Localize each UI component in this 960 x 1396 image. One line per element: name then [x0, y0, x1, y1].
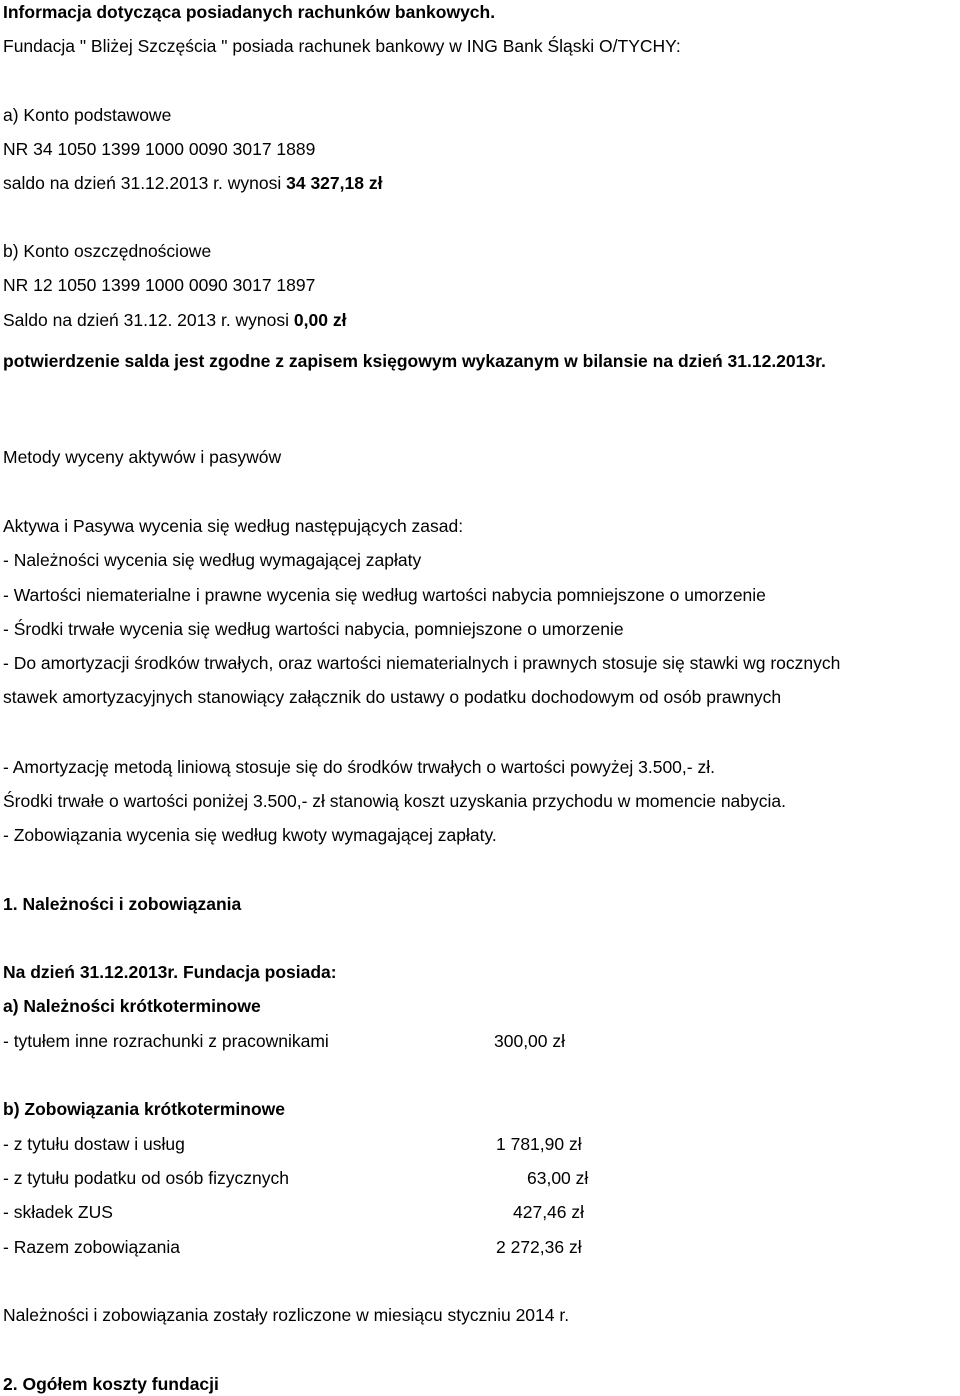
valuation-heading: Metody wyceny aktywów i pasywów — [3, 447, 282, 467]
liability-row-desc: - z tytułu podatku od osób fizycznych — [3, 1168, 289, 1188]
liability-row-desc: - składek ZUS — [3, 1202, 113, 1222]
account-a-balance-value: 34 327,18 zł — [286, 173, 383, 193]
liability-row-amount: 2 272,36 zł — [496, 1237, 582, 1257]
valuation-rule: stawek amortyzacyjnych stanowiący załącznik do ustawy o podatku dochodowym od osób prawnych — [3, 687, 782, 707]
bank-intro: Fundacja " Bliżej Szczęścia " posiada rachunek bankowy w ING Bank Śląski O/TYCHY: — [3, 36, 681, 56]
liability-row-amount: 63,00 zł — [527, 1168, 589, 1188]
liability-row-amount: 427,46 zł — [513, 1202, 585, 1222]
account-b-balance-value: 0,00 zł — [293, 310, 347, 330]
account-b-label: b) Konto oszczędnościowe — [3, 241, 212, 261]
balance-confirmation: potwierdzenie salda jest zgodne z zapisem księgowym wykazanym w bilansie na dzień 31.12.2013r. — [3, 351, 826, 371]
account-b-balance-prefix: Saldo na dzień 31.12. 2013 r. wynosi — [3, 310, 294, 330]
settled-note: Należności i zobowiązania zostały rozliczone w miesiącu styczniu 2014 r. — [3, 1305, 570, 1325]
account-a-balance — [3, 172, 382, 194]
account-a-number: NR 34 1050 1399 1000 0090 3017 1889 — [3, 139, 316, 159]
account-a-balance-prefix: saldo na dzień 31.12.2013 r. wynosi — [3, 173, 287, 193]
receivable-row-amount: 300,00 zł — [494, 1031, 566, 1051]
liabilities-label: b) Zobowiązania krótkoterminowe — [3, 1099, 285, 1119]
section-1-heading: 1. Należności i zobowiązania — [3, 894, 242, 914]
valuation-rule: - Do amortyzacji środków trwałych, oraz wartości niematerialnych i prawnych stosuje się stawki wg rocznych — [3, 653, 841, 673]
liability-row-desc: - z tytułu dostaw i usług — [3, 1134, 185, 1154]
account-a-label: a) Konto podstawowe — [3, 105, 172, 125]
valuation-rule: - Zobowiązania wycenia się według kwoty wymagającej zapłaty. — [3, 825, 497, 845]
bank-title: Informacja dotycząca posiadanych rachunków bankowych. — [3, 2, 496, 22]
valuation-rule: - Amortyzację metodą liniową stosuje się do środków trwałych o wartości powyżej 3.500,- zł. — [3, 757, 715, 777]
section-2-heading: 2. Ogółem koszty fundacji — [3, 1374, 219, 1394]
receivable-row-desc: - tytułem inne rozrachunki z pracownikami — [3, 1031, 329, 1051]
valuation-rule: - Wartości niematerialne i prawne wycenia się według wartości nabycia pomniejszone o umorzenie — [3, 585, 766, 605]
valuation-rule: - Środki trwałe wycenia się według wartości nabycia, pomniejszone o umorzenie — [3, 619, 624, 639]
valuation-rule: Środki trwałe o wartości poniżej 3.500,- zł stanowią koszt uzyskania przychodu w momencie nabycia. — [3, 791, 786, 811]
account-b-balance — [3, 309, 346, 331]
account-b-number: NR 12 1050 1399 1000 0090 3017 1897 — [3, 275, 316, 295]
liability-row-amount: 1 781,90 zł — [496, 1134, 582, 1154]
valuation-subheading: Aktywa i Pasywa wycenia się według następujących zasad: — [3, 516, 464, 536]
valuation-rule: - Należności wycenia się według wymagającej zapłaty — [3, 550, 422, 570]
receivables-label: a) Należności krótkoterminowe — [3, 996, 261, 1016]
section-1-date-line: Na dzień 31.12.2013r. Fundacja posiada: — [3, 962, 337, 982]
liability-row-desc: - Razem zobowiązania — [3, 1237, 181, 1257]
